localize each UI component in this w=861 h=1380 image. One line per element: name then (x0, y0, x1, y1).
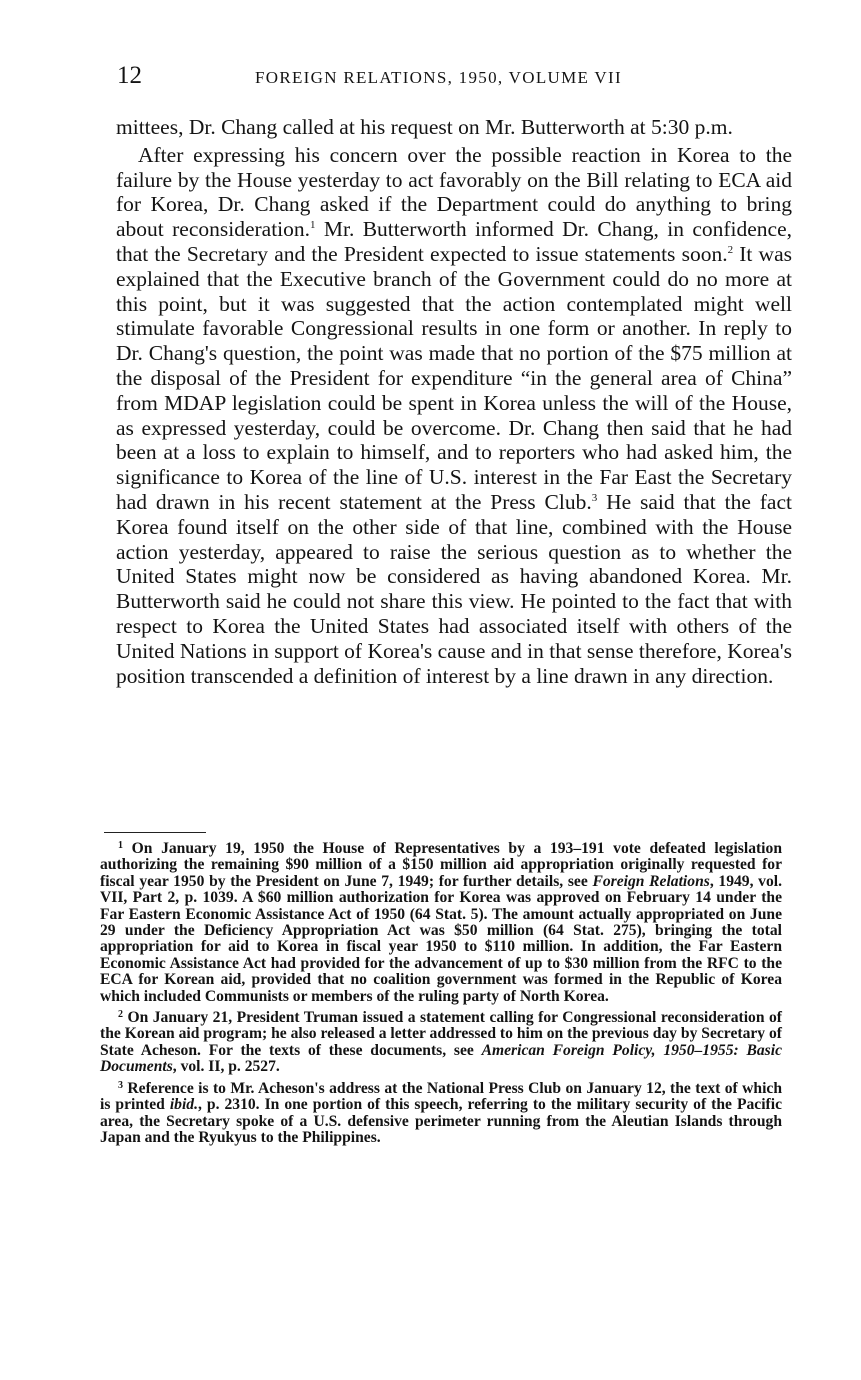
footnote-citation: ibid. (169, 1096, 198, 1114)
continuation-paragraph: mittees, Dr. Chang called at his request on Mr. Butterworth at 5:30 p.m. (116, 115, 733, 139)
running-head: FOREIGN RELATIONS, 1950, VOLUME VII (255, 68, 622, 87)
footnote-text: , vol. II, p. 2527. (172, 1058, 280, 1076)
footnote-citation: Foreign Relations (592, 872, 710, 890)
footnote-ref-1[interactable]: 1 (310, 219, 316, 232)
footnote-text: Reference is to Mr. Acheson's address at the National Press Club on January 12, the text of which is printed (100, 1079, 782, 1114)
footnote-ref-3[interactable]: 3 (591, 491, 598, 504)
paragraph-segment: After expressing his concern over the possible reaction in Korea to the failure by the House yesterday to act favorably on the Bill relating to ECA aid for Korea, Dr. Chang asked if the Department could do anything to bring about reconsideration. (116, 142, 792, 242)
footnote-citation: American Foreign Policy, 1950–1955: Basic Documents (100, 1041, 782, 1076)
footnote-text: , 1949, vol. VII, Part 2, p. 1039. A $60 million authorization for Korea was approved on February 14 under the Far Eastern Economic Assistance Act of 1950 (64 Stat. 5). The amount actually appropriated on June 29 under the Deficiency Appropriation Act was $50 million (64 Stat. 275), bringing the total appropriation for aid to Korea in fiscal year 1950 to $110 million. In addition, the Far Eastern Economic Assistance Act had provided for the advancement of up to $30 million from the RFC to the ECA for Korean aid, provided that no coalition government was formed in the Republic of Korea which included Communists or members of the ruling party of North Korea. (100, 872, 783, 1005)
footnote-3 (100, 1081, 782, 1147)
footnotes (100, 841, 782, 1151)
footnote-ref-2[interactable]: 2 (727, 243, 734, 256)
footnote-text: , p. 2310. In one portion of this speech, referring to the military security of the Pacific area, the Secretary spoke of a U.S. defensive perimeter running from the Aleutian Islands through Japan and the Ryukyus to the Philippines. (100, 1096, 782, 1146)
footnote-marker: 2 (118, 1009, 123, 1021)
footnote-1 (100, 841, 782, 1005)
footnote-text: On January 19, 1950 the House of Representatives by a 193–191 vote defeated legislation authorizing the remaining $90 million of a $150 million aid appropriation originally requested for fiscal year 1950 by the President on June 7, 1949; for further details, see (100, 840, 782, 890)
footnote-2 (100, 1010, 782, 1076)
page-header (117, 62, 677, 92)
footnote-text: On January 21, President Truman issued a statement calling for Congressional reconsideration of the Korean aid program; he also released a letter addressed to him on the previous day by Secretary of State Acheson. For the texts of these documents, see (100, 1009, 782, 1059)
paragraph-segment: It was explained that the Executive branch of the Government could do no more at this point, but it was suggested that the action contemplated might well stimulate favorable Congressional results in one form or another. In reply to Dr. Chang's question, the point was made that no portion of the $75 million at the disposal of the President for expenditure “in the general area of China” from MDAP legislation could be spent in Korea unless the will of the House, as expressed yesterday, could be overcome. Dr. Chang then said that he had been at a loss to explain to himself, and to reporters who had asked him, the significance to Korea of the line of U.S. interest in the Far East the Secretary had drawn in his recent statement at the Press Club. (116, 241, 792, 514)
main-paragraph (116, 143, 792, 689)
footnote-marker: 3 (118, 1079, 123, 1091)
paragraph-segment: He said that the fact Korea found itself on the other side of that line, combined with the House action yesterday, appeared to raise the serious question as to whether the United States might now be considered as having abandoned Korea. Mr. Butterworth said he could not share this view. He pointed to the fact that with respect to Korea the United States had associated itself with others of the United Nations in support of Korea's cause and in that sense therefore, Korea's position transcended a definition of interest by a line drawn in any direction. (116, 489, 792, 688)
page-number: 12 (117, 62, 142, 89)
main-text (116, 115, 792, 688)
footnote-marker: 1 (118, 840, 123, 851)
footnote-divider (104, 832, 206, 833)
paragraph-segment: Mr. Butterworth informed Dr. Chang, in confidence, that the Secretary and the President expected to issue statements soon. (116, 217, 792, 266)
